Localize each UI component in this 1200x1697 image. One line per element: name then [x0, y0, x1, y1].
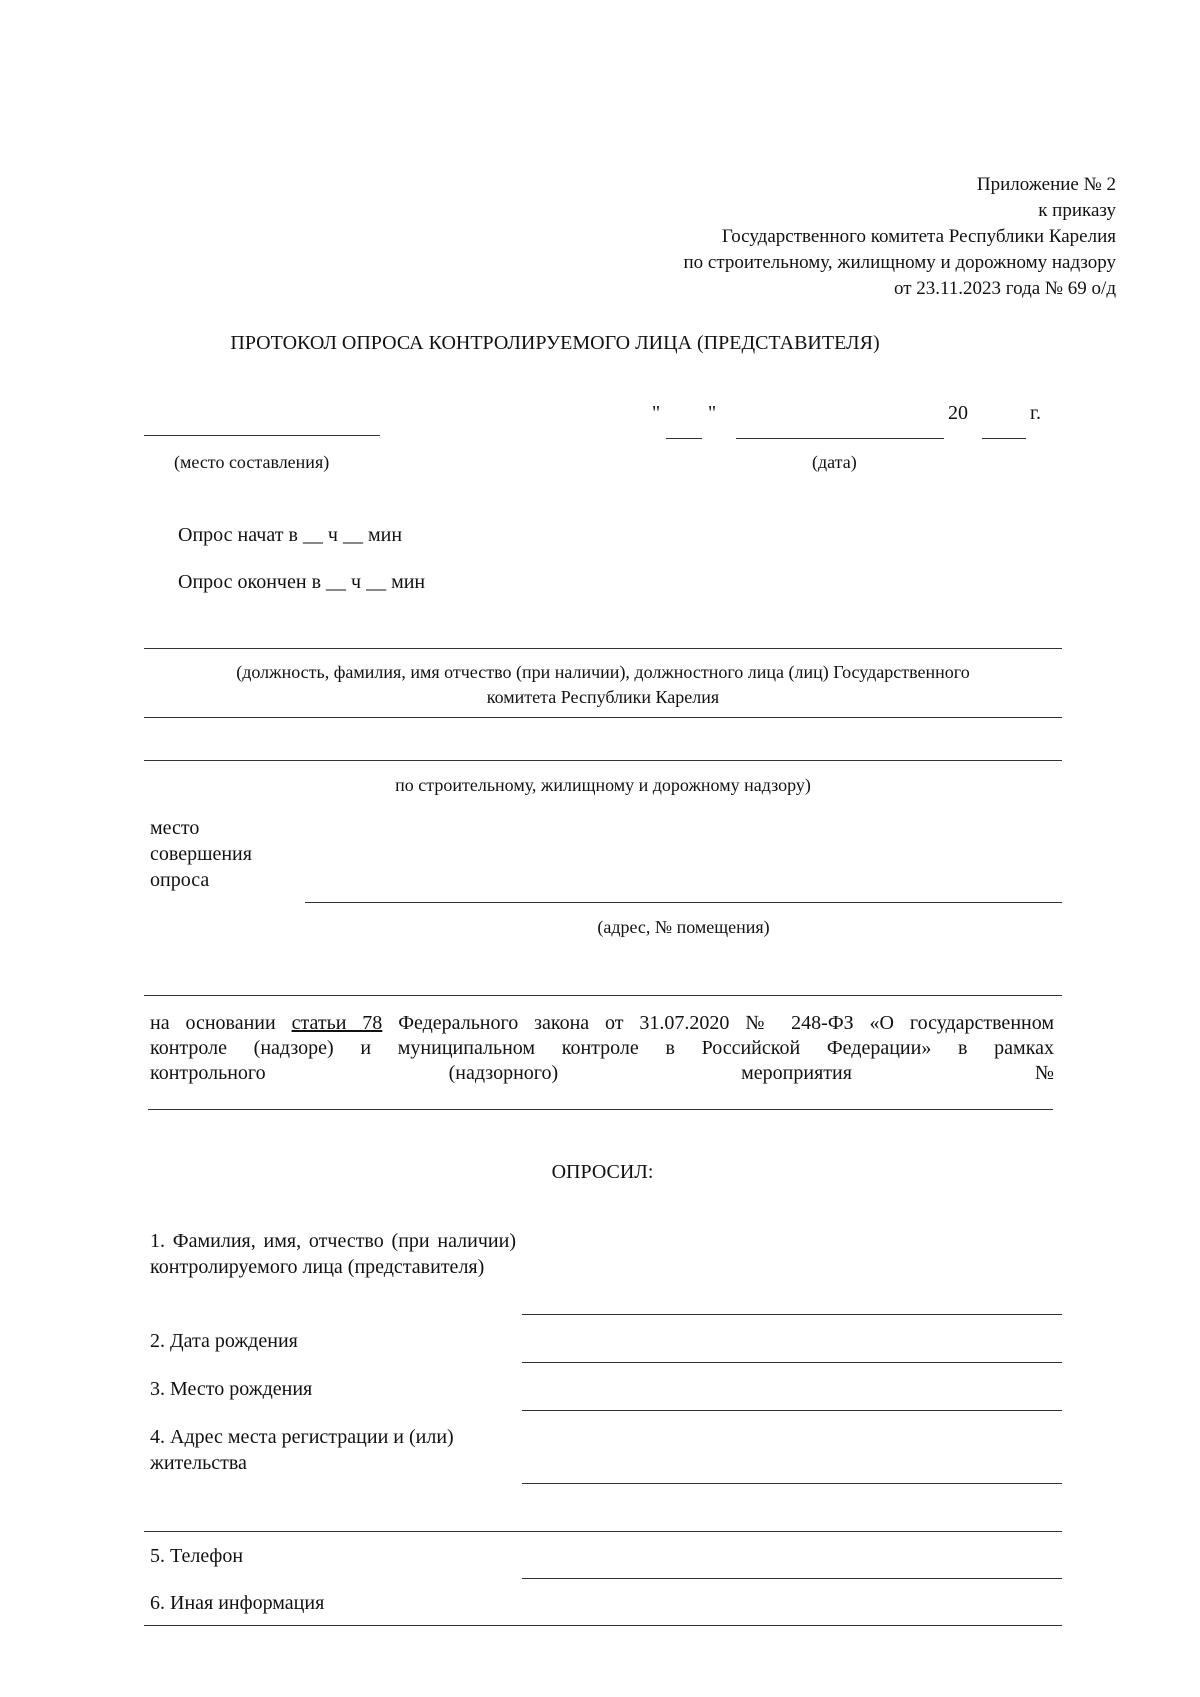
quote-close: " — [708, 402, 717, 424]
event-number-line[interactable] — [148, 1109, 1053, 1110]
appendix-number: Приложение № 2 — [976, 174, 1116, 195]
quote-open: " — [652, 402, 661, 424]
place-label-3: опроса — [150, 869, 210, 891]
basis-paragraph — [150, 1011, 1054, 1086]
place-line[interactable] — [144, 435, 380, 436]
field-full-name-label: 1. Фамилия, имя, отчество (при наличии) контролируемого лица (представителя) — [150, 1230, 516, 1278]
field-full-name-line[interactable] — [522, 1314, 1062, 1315]
address-caption: (адрес, № помещения) — [597, 917, 770, 937]
appendix-order-ref: к приказу — [1038, 200, 1116, 221]
end-time: Опрос окончен в __ ч __ мин — [178, 571, 426, 593]
date-caption: (дата) — [812, 452, 857, 472]
appendix-header — [684, 172, 1116, 302]
official-caption-2: комитета Республики Карелия — [486, 687, 720, 707]
appendix-supervision: по строительному, жилищному и дорожному надзору — [683, 252, 1116, 273]
article-link[interactable]: статьи 78 — [291, 1012, 383, 1034]
appendix-date: от 23.11.2023 года № 69 о/д — [893, 278, 1116, 299]
appendix-committee: Государственного комитета Республики Карелия — [721, 226, 1116, 247]
place-caption: (место составления) — [174, 452, 330, 472]
official-caption-1: (должность, фамилия, имя отчество (при наличии), должностного лица (лиц) Государственного — [236, 662, 970, 682]
year-suffix: г. — [1030, 402, 1041, 424]
basis-top-line — [144, 995, 1062, 996]
basis-prefix: на основании — [150, 1012, 276, 1034]
basis-suffix: Федерального закона от 31.07.2020 № 248-ФЗ «О государственном — [398, 1012, 1054, 1034]
day-line[interactable] — [666, 438, 702, 439]
interviewed-heading: ОПРОСИЛ: — [551, 1161, 654, 1183]
basis-line-2: контроле (надзоре) и муниципальном контроле в Российской Федерации» в рамках — [150, 1037, 1054, 1059]
field-phone-line[interactable] — [522, 1578, 1062, 1579]
address-line[interactable] — [305, 902, 1062, 903]
document-title: ПРОТОКОЛ ОПРОСА КОНТРОЛИРУЕМОГО ЛИЦА (ПРЕДСТАВИТЕЛЯ) — [230, 332, 880, 354]
field-address-line-2[interactable] — [144, 1531, 1062, 1532]
field-other-info-label: 6. Иная информация — [150, 1592, 325, 1614]
basis-line-3: контрольного (надзорного) мероприятия № — [150, 1062, 1054, 1084]
year-line[interactable] — [982, 438, 1026, 439]
place-label-2: совершения — [150, 843, 252, 865]
official-line[interactable] — [144, 648, 1062, 649]
field-birth-place-label: 3. Место рождения — [150, 1378, 313, 1400]
field-address-line[interactable] — [522, 1483, 1062, 1484]
field-birth-date-line[interactable] — [522, 1362, 1062, 1363]
field-phone-label: 5. Телефон — [150, 1545, 244, 1567]
official-line-2[interactable] — [144, 717, 1062, 718]
field-other-info-line[interactable] — [144, 1625, 1062, 1626]
start-time: Опрос начат в __ ч __ мин — [178, 524, 403, 546]
basis-line-1 — [150, 1011, 1054, 1036]
field-address-label: 4. Адрес места регистрации и (или) жительства — [150, 1426, 454, 1474]
official-line-3[interactable] — [144, 760, 1062, 761]
official-caption-3: по строительному, жилищному и дорожному надзору) — [395, 775, 811, 795]
place-label-1: место — [150, 817, 200, 839]
month-line[interactable] — [736, 438, 944, 439]
field-birth-place-line[interactable] — [522, 1410, 1062, 1411]
year-prefix: 20 — [948, 402, 968, 424]
field-birth-date-label: 2. Дата рождения — [150, 1330, 298, 1352]
